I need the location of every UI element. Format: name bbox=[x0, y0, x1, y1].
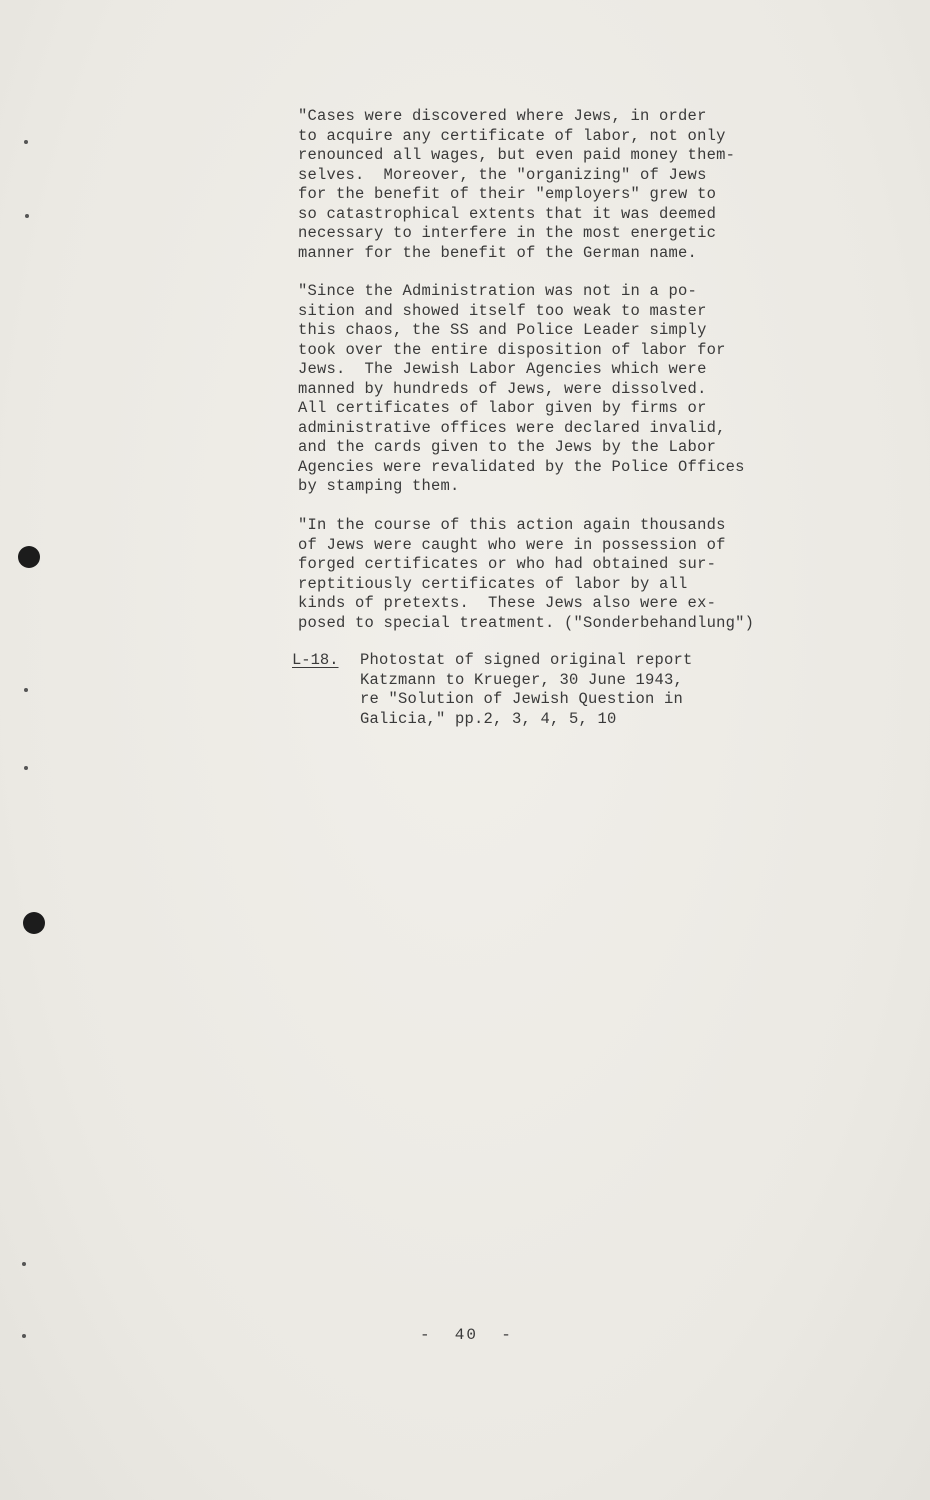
text-line: kinds of pretexts. These Jews also were ex- bbox=[298, 594, 717, 612]
text-line: "Since the Administration was not in a po- bbox=[298, 282, 698, 300]
text-line: manned by hundreds of Jews, were dissolved. bbox=[298, 379, 707, 398]
paragraph-action bbox=[298, 516, 768, 633]
text-line: All certificates of labor given by firms or bbox=[298, 399, 707, 417]
text-line: to acquire any certificate of labor, not only bbox=[298, 126, 726, 145]
text-line: Jews. The Jewish Labor Agencies which were bbox=[298, 360, 707, 378]
text-line: "Cases were discovered where Jews, in order bbox=[298, 107, 707, 125]
page-number: - 40 - bbox=[420, 1326, 513, 1344]
margin-speck bbox=[25, 214, 29, 218]
margin-speck bbox=[24, 766, 28, 770]
text-line: for the benefit of their "employers" grew to bbox=[298, 185, 717, 203]
text-line: necessary to interfere in the most energetic bbox=[298, 224, 717, 242]
margin-speck bbox=[22, 1262, 26, 1266]
text-line: Galicia," pp.2, 3, 4, 5, 10 bbox=[360, 709, 617, 728]
paragraph-labor-certificates bbox=[298, 107, 768, 263]
text-line: Photostat of signed original report bbox=[360, 651, 693, 669]
text-line: manner for the benefit of the German name. bbox=[298, 243, 698, 262]
text-line: selves. Moreover, the "organizing" of Jews bbox=[298, 165, 707, 184]
margin-speck bbox=[24, 140, 28, 144]
text-line: so catastrophical extents that it was deemed bbox=[298, 204, 717, 223]
text-line: and the cards given to the Jews by the Labor bbox=[298, 438, 717, 456]
text-line: sition and showed itself too weak to master bbox=[298, 301, 707, 320]
margin-speck bbox=[22, 1334, 26, 1338]
margin-speck bbox=[24, 688, 28, 692]
text-line: posed to special treatment. ("Sonderbehandlung") bbox=[298, 613, 755, 632]
paragraph-administration bbox=[298, 282, 768, 497]
text-line: Agencies were revalidated by the Police Offices bbox=[298, 457, 745, 476]
text-line: of Jews were caught who were in possession of bbox=[298, 535, 726, 554]
text-line: re "Solution of Jewish Question in bbox=[360, 690, 684, 708]
citation-description bbox=[360, 651, 693, 729]
text-line: forged certificates or who had obtained sur- bbox=[298, 555, 717, 573]
text-line: by stamping them. bbox=[298, 477, 460, 495]
citation-code: L-18. bbox=[292, 651, 339, 669]
punch-hole bbox=[18, 546, 40, 568]
text-line: "In the course of this action again thousands bbox=[298, 516, 726, 534]
text-line: this chaos, the SS and Police Leader simply bbox=[298, 321, 707, 339]
text-line: administrative offices were declared invalid, bbox=[298, 418, 726, 437]
text-line: reptitiously certificates of labor by all bbox=[298, 574, 688, 593]
text-line: renounced all wages, but even paid money them- bbox=[298, 146, 736, 164]
punch-hole bbox=[23, 912, 45, 934]
text-line: took over the entire disposition of labor for bbox=[298, 340, 726, 359]
text-line: Katzmann to Krueger, 30 June 1943, bbox=[360, 670, 684, 689]
